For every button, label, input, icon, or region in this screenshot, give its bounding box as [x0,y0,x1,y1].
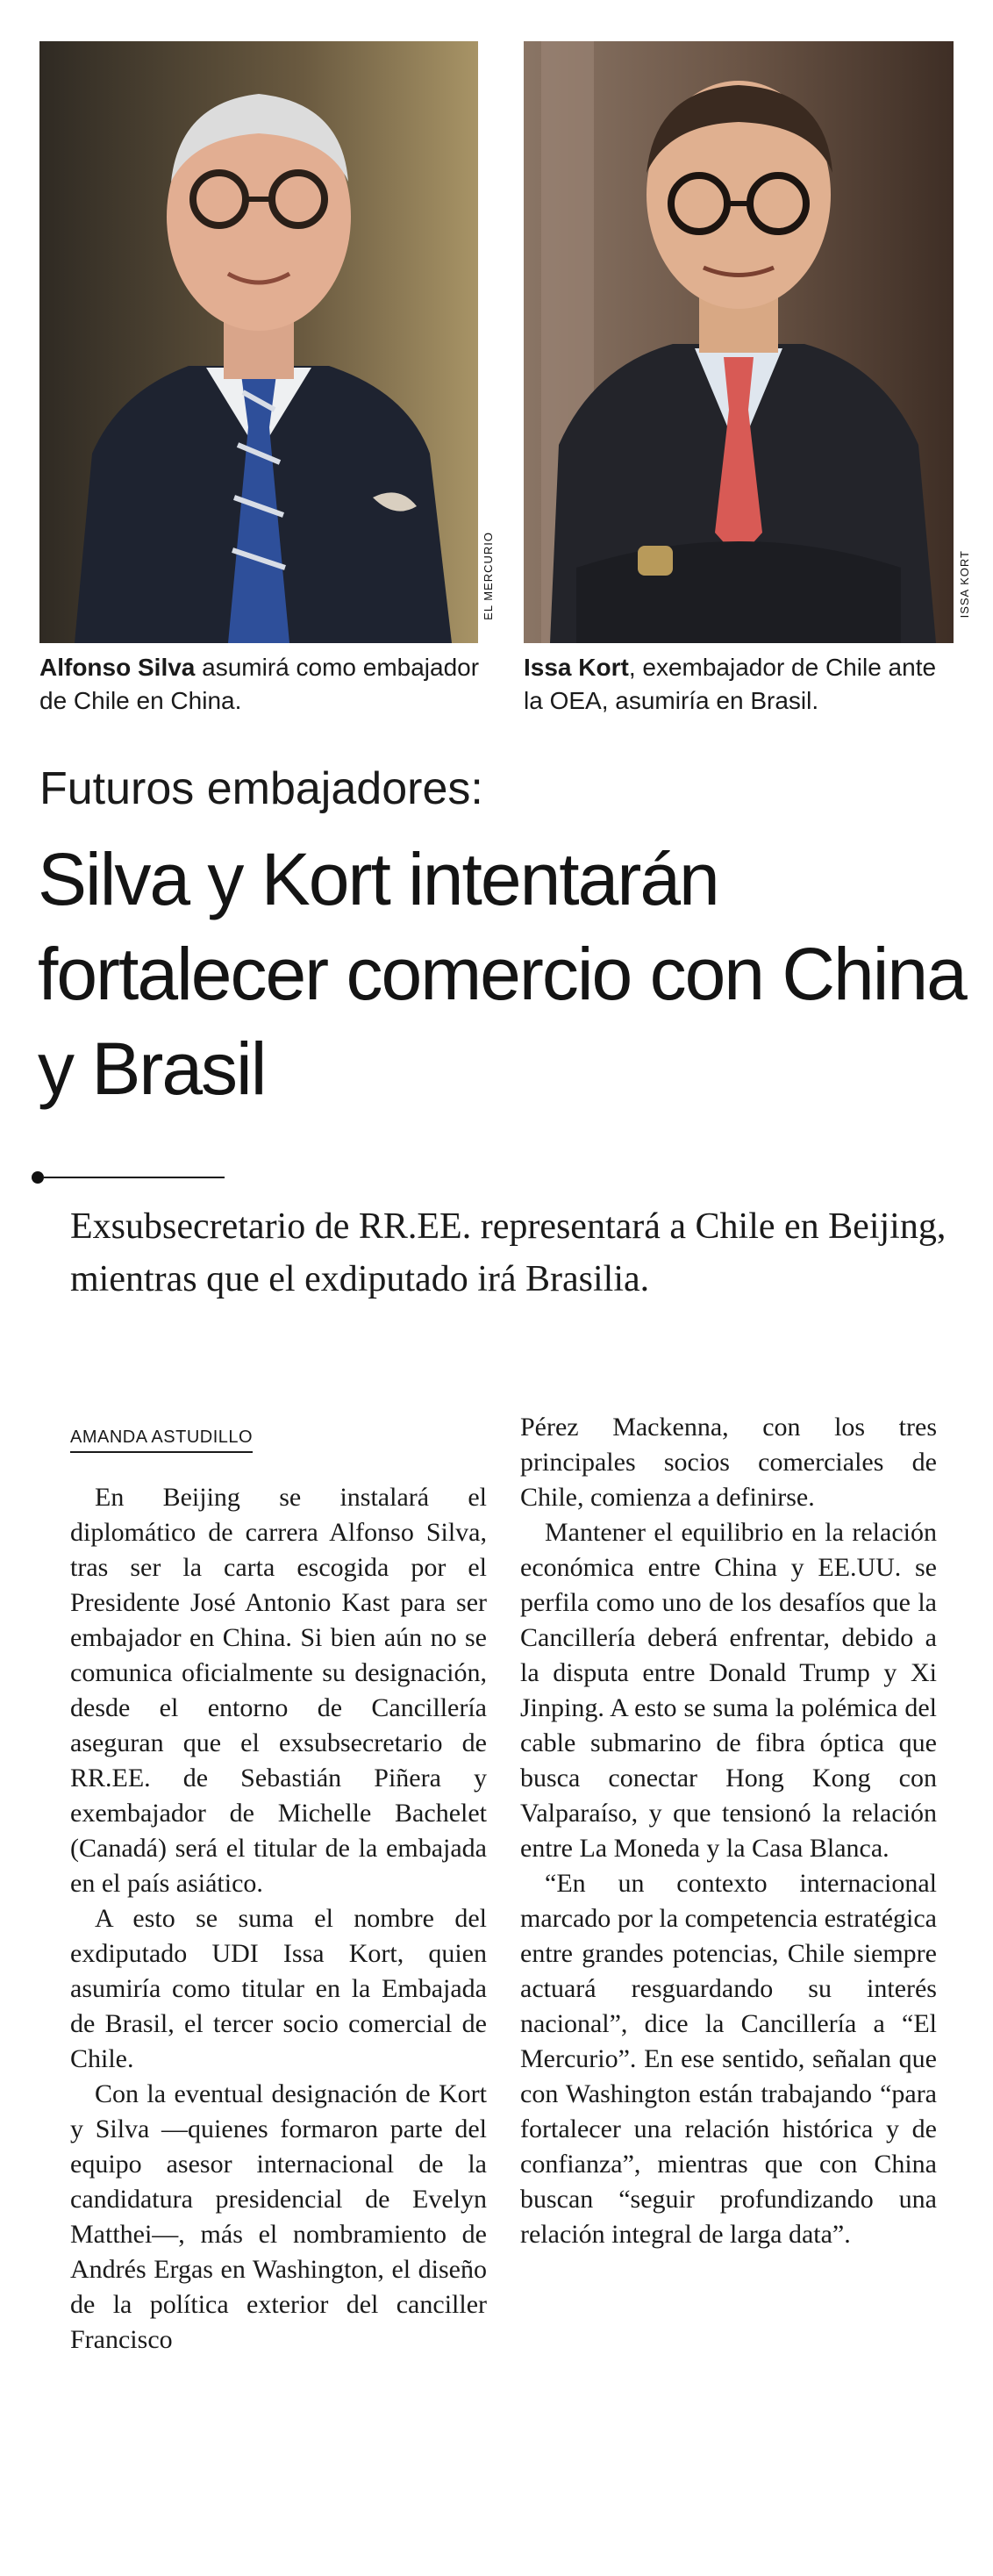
body-paragraph: Mantener el equilibrio en la relación económica entre China y EE.UU. se perfila como uno de los desafíos que la Cancillería deberá enfrentar, debido a la disputa entre Donald Trump y Xi Jinping. A esto se suma la polémica del cable submarino de fibra óptica que busca conectar Hong Kong con Valparaíso, y que tensionó la relación entre La Moneda y la Casa Blanca. [520,1518,937,1863]
rule-line [44,1177,225,1178]
photo-caption-left [39,651,482,718]
caption-name: Issa Kort [524,654,629,681]
headline: Silva y Kort intentarán fortalecer comercio con China y Brasil [38,838,966,1110]
byline: AMANDA ASTUDILLO [70,1428,253,1453]
photo-caption-right [524,651,958,718]
deck-subheadline: Exsubsecretario de RR.EE. representará a Chile en Beijing, mientras que el exdiputado irá Brasilia. [70,1206,947,1299]
photo-issa-kort [524,41,954,643]
body-column-right [520,1410,937,2252]
body-paragraph-continued: Pérez Mackenna, con los tres principales socios comerciales de Chile, comienza a definirse. [520,1413,937,1512]
bullet-dot [32,1171,44,1184]
body-column-left [70,1480,487,2358]
photo-alfonso-silva [39,41,478,643]
body-paragraph: A esto se suma el nombre del exdiputado UDI Issa Kort, quien asumiría como titular en la Embajada de Brasil, el tercer socio comercial de Chile. [70,1904,487,2073]
caption-name: Alfonso Silva [39,654,196,681]
caption-text: asumirá como embajador de Chile en China. [39,654,480,714]
photo-credit-right: ISSA KORT [958,550,971,619]
kicker: Futuros embajadores: [39,763,483,814]
body-paragraph: Con la eventual designación de Kort y Silva —quienes formaron parte del equipo asesor internacional de la candidatura presidencial de Evelyn Matthei—, más el nombramiento de Andrés Ergas en Washington, el diseño de la política exterior del canciller Francisco [70,2079,487,2354]
body-paragraph: En Beijing se instalará el diplomático de carrera Alfonso Silva, tras ser la carta escogida por el Presidente José Antonio Kast para ser embajador en China. Si bien aún no se comunica oficialmente su designación, desde el entorno de Cancillería aseguran que el exsubsecretario de RR.EE. de Sebastián Piñera y exembajador de Michelle Bachelet (Canadá) será el titular de la embajada en el país asiático. [70,1483,487,1898]
caption-text: , exembajador de Chile ante la OEA, asumiría en Brasil. [524,654,937,714]
body-paragraph: “En un contexto internacional marcado por la competencia estratégica entre grandes potencias, Chile siempre actuará resguardando su interés nacional”, dice la Cancillería a “El Mercurio”. En ese sentido, señalan que con Washington están trabajando “para fortalecer una relación histórica y de confianza”, mientras que con China buscan “seguir profundizando una relación integral de larga data”. [520,1869,937,2249]
portrait-illustration [39,41,478,643]
photo-credit-left: EL MERCURIO [482,532,495,620]
portrait-illustration [524,41,954,643]
deck-divider [32,1171,225,1184]
